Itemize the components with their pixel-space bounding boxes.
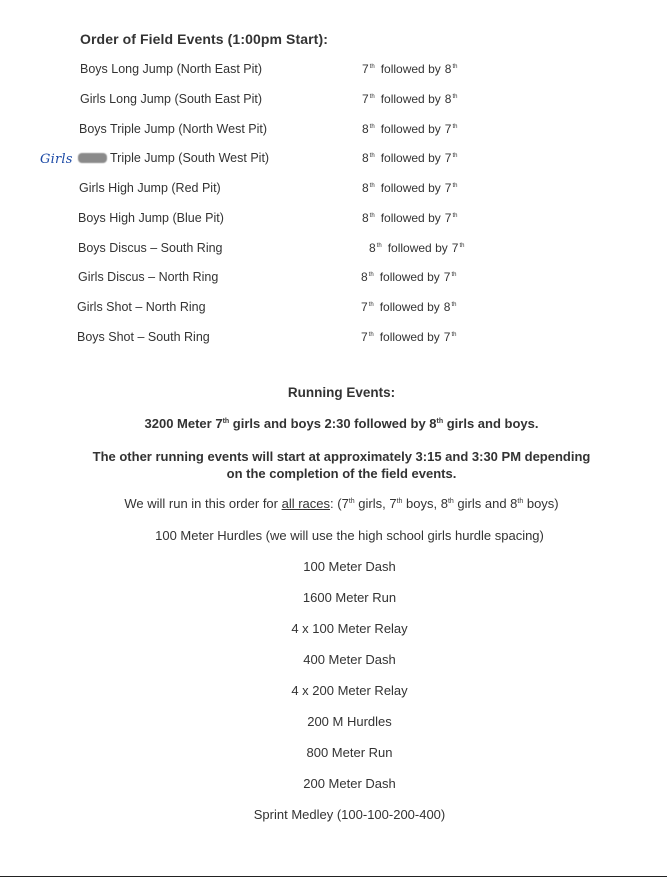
- grade-order: [361, 270, 456, 284]
- race-item: 200 Meter Dash: [303, 776, 396, 791]
- th-suffix: th: [452, 64, 458, 70]
- th-suffix: th: [517, 498, 524, 505]
- field-event-name: [77, 300, 206, 314]
- race-item: 400 Meter Dash: [303, 652, 396, 667]
- first-grade: 8: [362, 122, 369, 136]
- second-grade: 7: [443, 270, 451, 284]
- order-text-underlined: all races: [281, 496, 331, 511]
- field-event-row: [0, 211, 667, 231]
- running-3200-text-b: girls and boys 2:30 followed by 8: [229, 416, 437, 431]
- page-bottom-rule: [0, 876, 667, 877]
- order-text-d: boys, 8: [402, 496, 448, 511]
- th-suffix: th: [222, 418, 230, 425]
- field-event-row: [0, 270, 667, 290]
- race-item: Sprint Medley (100-100-200-400): [253, 807, 446, 822]
- race-item: 4 x 200 Meter Relay: [291, 683, 408, 698]
- race-item: 4 x 100 Meter Relay: [291, 621, 408, 636]
- field-event-name: [78, 151, 269, 165]
- th-suffix: th: [436, 418, 444, 425]
- grade-order: [362, 181, 457, 195]
- second-grade: 8: [443, 300, 451, 314]
- field-event-name: [78, 241, 223, 255]
- grade-order: [362, 151, 457, 165]
- second-grade: 8: [444, 92, 452, 106]
- th-suffix: th: [447, 498, 454, 505]
- race-item: 800 Meter Run: [306, 745, 393, 760]
- th-suffix: th: [368, 332, 374, 338]
- second-grade: 7: [451, 241, 459, 255]
- field-event-row: [0, 241, 667, 261]
- running-start-note-line1: The other running events will start at approximately 3:15 and 3:30 PM depending: [92, 449, 591, 464]
- followed-by-text: followed by: [380, 62, 441, 76]
- followed-by-text: followed by: [380, 122, 441, 136]
- second-grade: 7: [443, 330, 451, 344]
- th-suffix: th: [369, 64, 375, 70]
- grade-order: [361, 300, 456, 314]
- field-event-label: Girls Discus – North Ring: [78, 270, 219, 284]
- th-suffix: th: [452, 153, 458, 159]
- field-event-row: [0, 330, 667, 350]
- running-3200-text-c: girls and boys.: [443, 416, 539, 431]
- th-suffix: th: [396, 498, 403, 505]
- running-start-note: [8, 448, 667, 482]
- field-event-name: [78, 211, 224, 225]
- field-events-heading: Order of Field Events (1:00pm Start):: [80, 31, 328, 47]
- race-order-line: [8, 496, 667, 511]
- grade-order: [362, 211, 457, 225]
- th-suffix: th: [451, 332, 457, 338]
- followed-by-text: followed by: [380, 151, 441, 165]
- first-grade: 7: [362, 92, 369, 106]
- th-suffix: th: [452, 94, 458, 100]
- race-item: 1600 Meter Run: [302, 590, 397, 605]
- grade-order: [362, 62, 457, 76]
- second-grade: 7: [444, 151, 452, 165]
- th-suffix: th: [452, 124, 458, 130]
- first-grade: 8: [362, 151, 369, 165]
- field-event-row: [0, 181, 667, 201]
- first-grade: 8: [362, 181, 369, 195]
- th-suffix: th: [369, 94, 375, 100]
- field-event-name: [80, 92, 262, 106]
- th-suffix: th: [348, 498, 355, 505]
- field-event-label: Triple Jump (South West Pit): [110, 151, 270, 165]
- first-grade: 7: [362, 62, 369, 76]
- field-event-name: [79, 122, 267, 136]
- th-suffix: th: [369, 153, 375, 159]
- race-item: 100 Meter Dash: [303, 559, 396, 574]
- field-event-row: [0, 92, 667, 112]
- field-event-name: [80, 62, 262, 76]
- race-item: 200 M Hurdles: [307, 714, 392, 729]
- th-suffix: th: [369, 183, 375, 189]
- field-event-name: [78, 270, 218, 284]
- field-event-label: Boys Long Jump (North East Pit): [80, 62, 263, 76]
- first-grade: 8: [369, 241, 376, 255]
- field-event-row: [0, 62, 667, 82]
- order-text-a: We will run in this order for: [124, 496, 282, 511]
- second-grade: 7: [444, 211, 452, 225]
- field-event-label: Boys Discus – South Ring: [78, 241, 223, 255]
- th-suffix: th: [376, 243, 382, 249]
- second-grade: 7: [444, 181, 452, 195]
- field-event-label: Girls Shot – North Ring: [77, 300, 206, 314]
- th-suffix: th: [452, 183, 458, 189]
- followed-by-text: followed by: [380, 181, 441, 195]
- th-suffix: th: [452, 213, 458, 219]
- first-grade: 8: [362, 211, 369, 225]
- order-text-c: girls, 7: [354, 496, 397, 511]
- order-text-b: : (7: [330, 496, 349, 511]
- redaction-mark: [78, 153, 107, 163]
- followed-by-text: followed by: [380, 211, 441, 225]
- order-text-e: girls and 8: [453, 496, 518, 511]
- field-event-row: [0, 122, 667, 142]
- th-suffix: th: [459, 243, 465, 249]
- grade-order: [369, 241, 464, 255]
- th-suffix: th: [451, 302, 457, 308]
- field-event-label: Girls High Jump (Red Pit): [79, 181, 221, 195]
- grade-order: [361, 330, 456, 344]
- handwritten-note: Girls: [40, 152, 73, 167]
- first-grade: 7: [361, 300, 368, 314]
- field-event-name: [79, 181, 221, 195]
- grade-order: [362, 92, 457, 106]
- running-3200-line: [8, 416, 667, 431]
- field-event-row: [0, 151, 667, 171]
- race-item: 100 Meter Hurdles (we will use the high school girls hurdle spacing): [155, 528, 544, 543]
- th-suffix: th: [369, 124, 375, 130]
- running-events-title: Running Events:: [287, 385, 396, 400]
- first-grade: 8: [361, 270, 368, 284]
- field-event-row: [0, 300, 667, 320]
- followed-by-text: followed by: [379, 330, 440, 344]
- followed-by-text: followed by: [379, 300, 440, 314]
- grade-order: [362, 122, 457, 136]
- th-suffix: th: [369, 213, 375, 219]
- field-event-label: Girls Long Jump (South East Pit): [80, 92, 263, 106]
- followed-by-text: followed by: [379, 270, 440, 284]
- field-event-label: Boys Shot – South Ring: [77, 330, 210, 344]
- followed-by-text: followed by: [387, 241, 448, 255]
- second-grade: 8: [444, 62, 452, 76]
- th-suffix: th: [368, 272, 374, 278]
- followed-by-text: followed by: [380, 92, 441, 106]
- field-event-name: [77, 330, 210, 344]
- running-3200-text-a: 3200 Meter 7: [144, 416, 223, 431]
- field-event-label: Boys Triple Jump (North West Pit): [79, 122, 268, 136]
- second-grade: 7: [444, 122, 452, 136]
- field-event-label: Boys High Jump (Blue Pit): [78, 211, 224, 225]
- order-text-f: boys): [523, 496, 559, 511]
- running-start-note-line2: on the completion of the field events.: [226, 466, 457, 481]
- th-suffix: th: [368, 302, 374, 308]
- first-grade: 7: [361, 330, 368, 344]
- th-suffix: th: [451, 272, 457, 278]
